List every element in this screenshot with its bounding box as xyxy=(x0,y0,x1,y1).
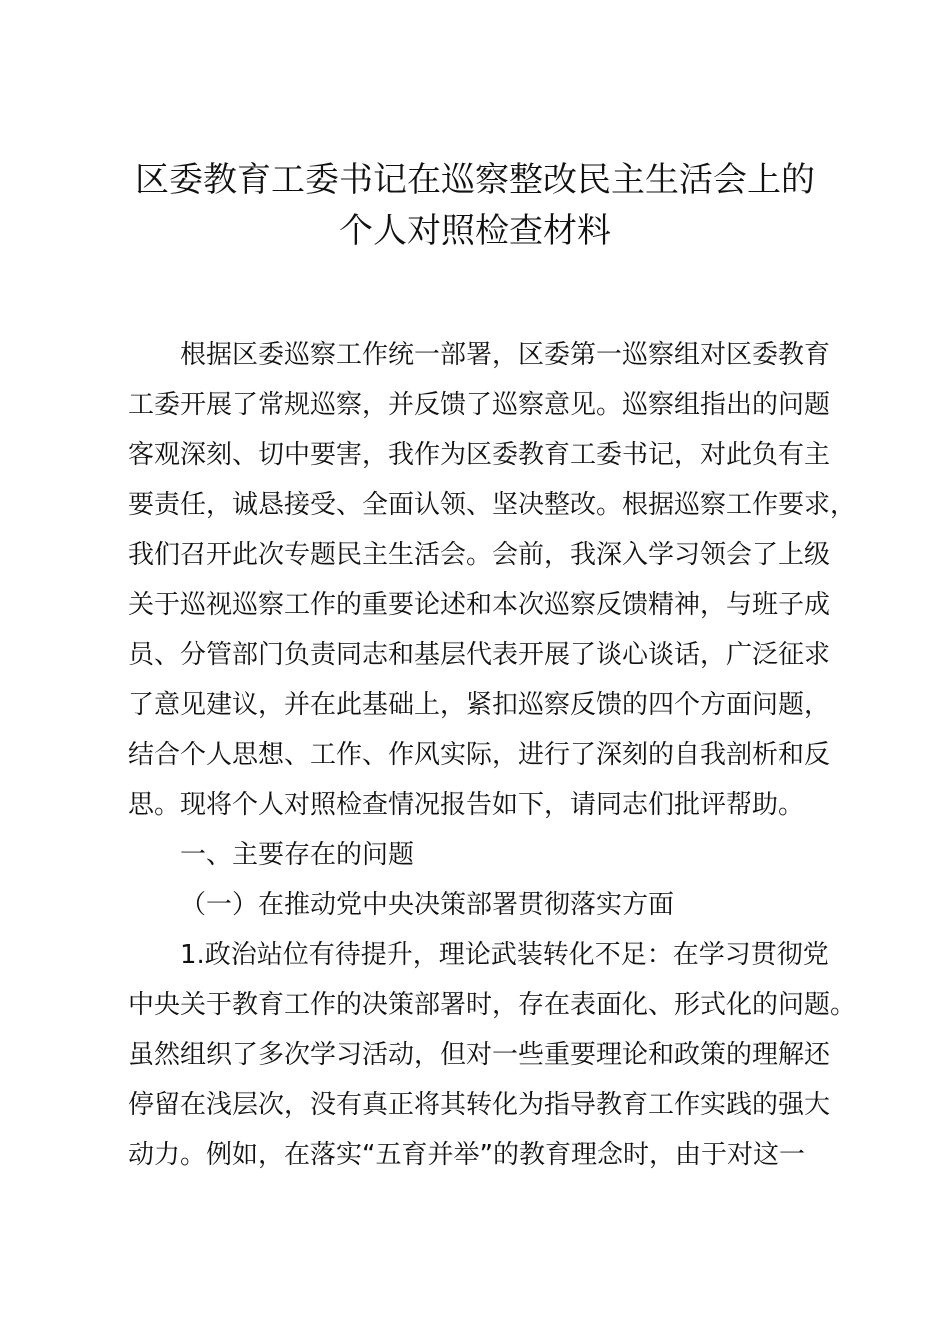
document-title-line-1: 区委教育工委书记在巡察整改民主生活会上的 xyxy=(135,160,815,200)
body-line: 根据区委巡察工作统一部署，区委第一巡察组对区委教育 xyxy=(180,340,831,370)
body-line: 客观深刻、切中要害，我作为区委教育工委书记，对此负有主 xyxy=(128,440,831,470)
body-line: 员、分管部门负责同志和基层代表开展了谈心谈话，广泛征求 xyxy=(128,640,831,670)
body-line: 动力。例如，在落实“五育并举”的教育理念时，由于对这一 xyxy=(128,1140,805,1170)
body-line: 停留在浅层次，没有真正将其转化为指导教育工作实践的强大 xyxy=(128,1090,831,1120)
body-line: 了意见建议，并在此基础上，紧扣巡察反馈的四个方面问题， xyxy=(128,690,831,720)
body-line: 关于巡视巡察工作的重要论述和本次巡察反馈精神，与班子成 xyxy=(128,590,831,620)
section-heading: 一、主要存在的问题 xyxy=(180,840,415,870)
body-line: 虽然组织了多次学习活动，但对一些重要理论和政策的理解还 xyxy=(128,1040,831,1070)
document-title-line-2: 个人对照检查材料 xyxy=(339,211,611,251)
subsection-heading: （一）在推动党中央决策部署贯彻落实方面 xyxy=(180,890,675,920)
body-line: 工委开展了常规巡察，并反馈了巡察意见。巡察组指出的问题 xyxy=(128,390,831,420)
body-line: 要责任，诚恳接受、全面认领、坚决整改。根据巡察工作要求， xyxy=(128,490,857,520)
body-line: 我们召开此次专题民主生活会。会前，我深入学习领会了上级 xyxy=(128,540,831,570)
body-line: 1.政治站位有待提升，理论武装转化不足：在学习贯彻党 xyxy=(180,940,829,970)
body-line: 中央关于教育工作的决策部署时，存在表面化、形式化的问题。 xyxy=(128,990,857,1020)
body-line: 结合个人思想、工作、作风实际，进行了深刻的自我剖析和反 xyxy=(128,740,831,770)
body-line: 思。现将个人对照检查情况报告如下，请同志们批评帮助。 xyxy=(128,790,805,820)
